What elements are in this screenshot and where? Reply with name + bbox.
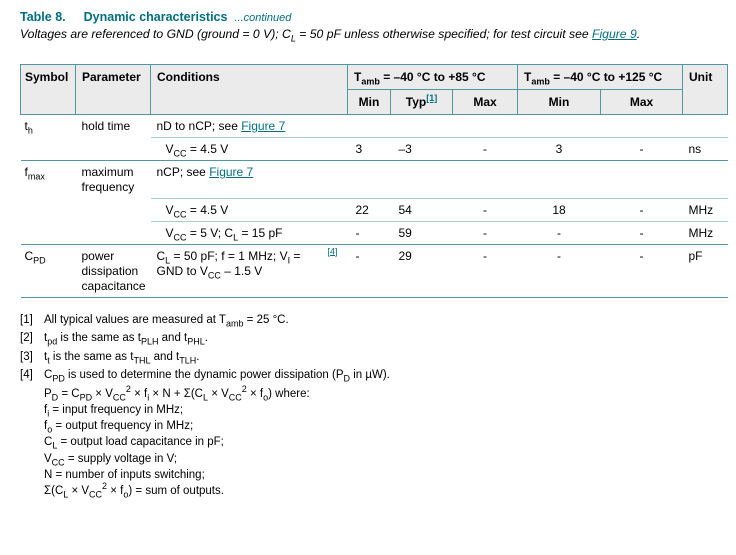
max-85-cell	[453, 161, 518, 199]
parameter-cell	[76, 198, 151, 221]
conditions-cell	[151, 198, 348, 221]
max-125-cell	[601, 115, 683, 138]
col-header-max-85: Max	[453, 90, 518, 115]
formula-line: $f_i$ = input frequency in MHz;	[44, 403, 184, 419]
conditions-cell	[151, 244, 348, 297]
parameter-cell	[76, 221, 151, 244]
unit-cell: MHz	[683, 221, 728, 244]
symbol-cell: $f_{max}$	[21, 161, 76, 199]
min-125-cell: 18	[518, 198, 601, 221]
table-caption	[20, 10, 727, 24]
symbol-cell	[21, 221, 76, 244]
col-header-tamb-125: $T_{amb} = -40$ °C to +125 °C	[518, 65, 683, 90]
col-header-max-125: Max	[601, 90, 683, 115]
unit-cell	[683, 161, 728, 199]
min-125-cell	[518, 115, 601, 138]
min-85-cell: -	[348, 221, 391, 244]
footnote-ref	[327, 245, 341, 264]
dynamic-characteristics-table	[20, 64, 728, 298]
header-row-groups	[21, 65, 728, 90]
table-caption-label: Table 8.	[20, 10, 66, 24]
table-header	[21, 65, 728, 115]
footnote-3	[20, 351, 727, 365]
condition-text: $V_{CC} = 5$ V; $C_L = 15$ pF	[165, 225, 283, 242]
footnote-number: [3]	[20, 350, 33, 363]
symbol-cell	[21, 138, 76, 161]
footnote-text: $C_{PD}$ is used to determine the dynamic power dissipation ($P_D$ in µW).	[44, 369, 390, 384]
min-125-cell: -	[518, 221, 601, 244]
typ-85-cell: 59	[391, 221, 453, 244]
formula-line: $C_L$ = output load capacitance in pF;	[44, 436, 224, 451]
footnote-text: All typical values are measured at $T_{amb} = 25$ °C.	[44, 313, 289, 328]
parameter-cell	[76, 138, 151, 161]
symbol-cell	[21, 198, 76, 221]
inline-link[interactable]: Figure 7	[209, 165, 254, 179]
inline-link[interactable]: [4]	[327, 245, 338, 256]
footnote-text: $t_{pd}$ is the same as $t_{PLH}$ and $t_{PHL}$.	[44, 332, 208, 347]
table-row	[21, 221, 728, 244]
unit-cell: ns	[683, 138, 728, 161]
table-caption-title: Dynamic characteristics	[83, 10, 228, 24]
footnote-number: [2]	[20, 332, 33, 344]
footnote-formula-lines	[44, 383, 727, 500]
col-header-min-85: Min	[348, 90, 391, 115]
condition-text: nD to nCP; see Figure 7	[156, 119, 286, 133]
inline-link[interactable]: Figure 7	[241, 119, 286, 133]
footnote-1	[20, 314, 727, 328]
conditions-cell	[151, 161, 348, 199]
max-125-cell: -	[601, 221, 683, 244]
inline-link[interactable]: Figure 9	[592, 27, 637, 41]
table-row	[21, 138, 728, 161]
conditions-cell	[151, 115, 348, 138]
max-125-cell	[601, 161, 683, 199]
formula-line: $V_{CC}$ = supply voltage in V;	[44, 452, 178, 467]
max-85-cell: -	[453, 221, 518, 244]
typ-85-cell: –3	[391, 138, 453, 161]
typ-85-cell: 54	[391, 198, 453, 221]
min-125-cell	[518, 161, 601, 199]
typ-85-cell	[391, 115, 453, 138]
max-85-cell: -	[453, 198, 518, 221]
unit-cell: pF	[683, 244, 728, 297]
inline-link[interactable]: [1]	[426, 93, 438, 103]
min-85-cell	[348, 161, 391, 199]
footnotes-section	[20, 314, 727, 500]
max-85-cell: -	[453, 138, 518, 161]
footnote-number: [1]	[20, 313, 33, 326]
conditions-cell	[151, 138, 348, 161]
col-header-typ-85: Typ[1]	[391, 90, 453, 115]
table-body	[21, 115, 728, 298]
parameter-cell: hold time	[76, 115, 151, 138]
min-85-cell: -	[348, 244, 391, 297]
formula-line: $P_D = C_{PD} \times V_{CC}^2 \times f_i \times N + \Sigma(C_L \times V_{CC}^2 \times f_o)$ where:	[44, 383, 310, 402]
parameter-cell: maximum frequency	[76, 161, 151, 199]
unit-cell	[683, 115, 728, 138]
parameter-cell: power dissipation capacitance	[76, 244, 151, 297]
unit-cell: MHz	[683, 198, 728, 221]
col-header-unit: Unit	[683, 65, 728, 115]
symbol-cell: $t_h$	[21, 115, 76, 138]
min-85-cell: 3	[348, 138, 391, 161]
col-header-conditions: Conditions	[151, 65, 348, 115]
condition-text: $V_{CC} = 4.5$ V	[165, 202, 229, 219]
footnote-number: [4]	[20, 369, 33, 381]
footnote-4	[20, 369, 727, 500]
min-85-cell	[348, 115, 391, 138]
conditions-cell	[151, 221, 348, 244]
condition-text: $C_L = 50$ pF; f = 1 MHz; $V_I$ = GND to $V_{CC} - 1.5$ V	[156, 248, 301, 280]
max-125-cell: -	[601, 138, 683, 161]
min-125-cell: 3	[518, 138, 601, 161]
min-85-cell: 22	[348, 198, 391, 221]
symbol-cell: $C_{PD}$	[21, 244, 76, 297]
table-row	[21, 244, 728, 297]
table-subtitle: Voltages are referenced to GND (ground = 0 V); $C_L = 50$ pF unless otherwise specified; for test circuit see Figure 9.	[20, 27, 641, 44]
min-125-cell: -	[518, 244, 601, 297]
max-125-cell: -	[601, 244, 683, 297]
col-header-symbol: Symbol	[21, 65, 76, 115]
condition-text: $V_{CC} = 4.5$ V	[165, 142, 229, 159]
table-row	[21, 115, 728, 138]
formula-line: N = number of inputs switching;	[44, 468, 205, 481]
table-row	[21, 161, 728, 199]
formula-line: $\Sigma(C_L \times V_{CC}^2 \times f_o)$ = sum of outputs.	[44, 481, 224, 500]
col-header-tamb-85: $T_{amb} = -40$ °C to +85 °C	[348, 65, 518, 90]
max-125-cell: -	[601, 198, 683, 221]
max-85-cell	[453, 115, 518, 138]
condition-text: nCP; see Figure 7	[156, 165, 254, 179]
col-header-parameter: Parameter	[76, 65, 151, 115]
max-85-cell: -	[453, 244, 518, 297]
footnote-text: $t_t$ is the same as $t_{THL}$ and $t_{TLH}$.	[44, 350, 200, 365]
typ-85-cell	[391, 161, 453, 199]
footnote-2	[20, 332, 727, 346]
col-header-min-125: Min	[518, 90, 601, 115]
typ-85-cell: 29	[391, 244, 453, 297]
table-row	[21, 198, 728, 221]
table-caption-continued: ...continued	[234, 12, 292, 24]
formula-line: $f_o$ = output frequency in MHz;	[44, 420, 194, 435]
